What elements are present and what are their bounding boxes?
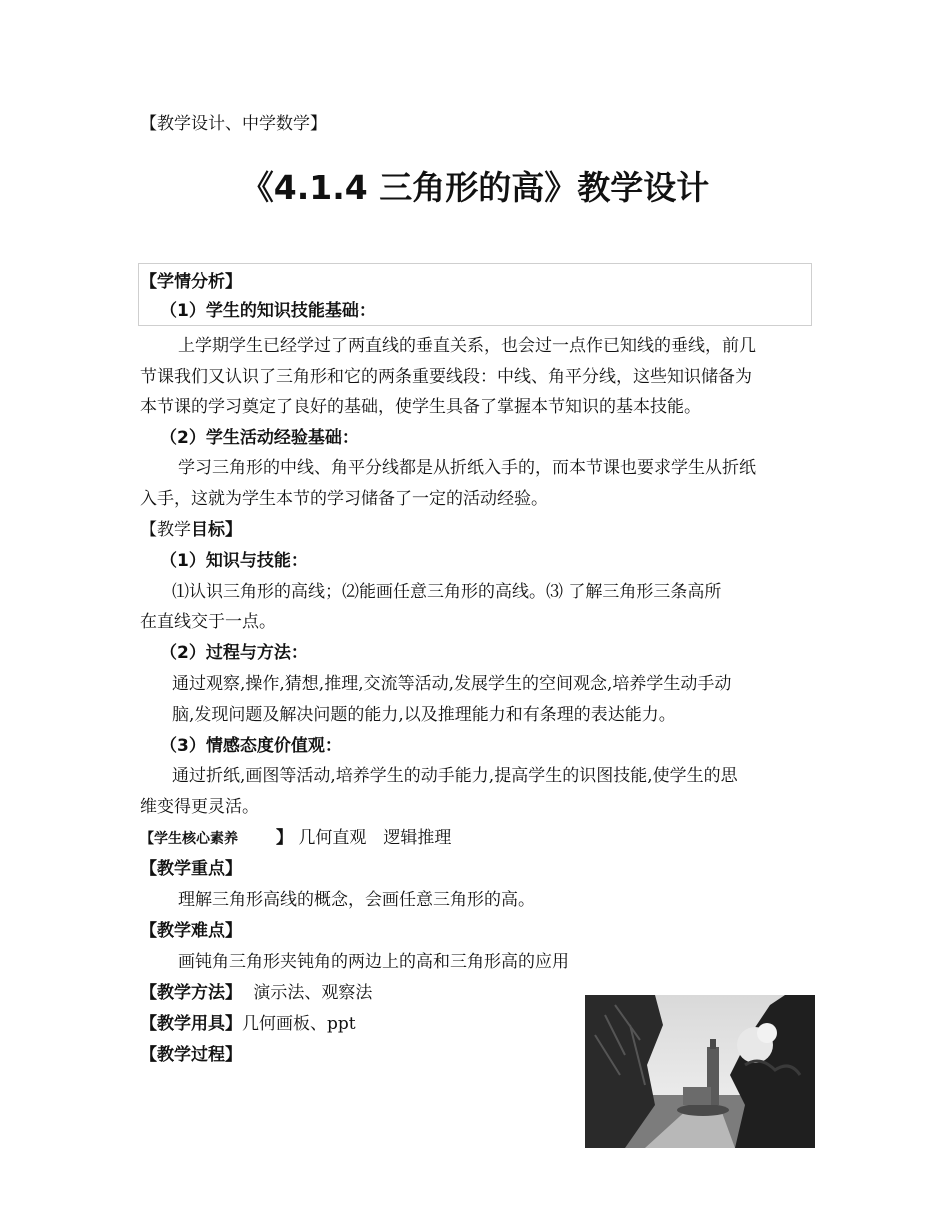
paragraph-line: 通过折纸,画图等活动,培养学生的动手能力,提高学生的识图技能,使学生的思 <box>172 766 738 786</box>
literacy-row <box>140 827 451 850</box>
paragraph-line: 脑,发现问题及解决问题的能力,以及推理能力和有条理的表达能力。 <box>172 705 676 725</box>
literacy-label-close: 】 <box>276 828 293 848</box>
literacy-label: 【学生核心素养 <box>140 831 238 847</box>
header-tag: 【教学设计、中学数学】 <box>140 114 327 134</box>
paragraph-line: 本节课的学习奠定了良好的基础，使学生具备了掌握本节知识的基本技能。 <box>140 397 701 417</box>
key-points-heading: 【教学重点】 <box>140 859 242 879</box>
paragraph-line: ⑴认识三角形的高线；⑵能画任意三角形的高线。⑶ 了解三角形三条高所 <box>172 582 722 602</box>
key-points-content: 理解三角形高线的概念，会画任意三角形的高。 <box>178 890 535 910</box>
methods-row <box>140 982 372 1004</box>
tools-heading: 【教学用具】 <box>140 1014 242 1034</box>
paragraph-line: 通过观察,操作,猜想,推理,交流等活动,发展学生的空间观念,培养学生动手动 <box>172 674 732 694</box>
paragraph-line: 入手，这就为学生本节的学习储备了一定的活动经验。 <box>140 489 548 509</box>
analysis-s1-heading: （1）学生的知识技能基础： <box>160 301 376 321</box>
goals-heading-bold: 目标】 <box>191 520 242 540</box>
page-title: 《4.1.4 三角形的高》教学设计 <box>240 168 710 207</box>
park-photo <box>585 995 815 1148</box>
process-heading: 【教学过程】 <box>140 1045 242 1065</box>
goals-g3-heading: （3）情感态度价值观： <box>160 736 342 756</box>
goals-heading-prefix: 【教学 <box>140 520 191 540</box>
literacy-content: 几何直观 逻辑推理 <box>298 828 452 848</box>
paragraph-line: 学习三角形的中线、角平分线都是从折纸入手的，而本节课也要求学生从折纸 <box>178 458 756 478</box>
methods-content: 演示法、观察法 <box>253 983 373 1003</box>
tools-row <box>140 1013 356 1035</box>
analysis-heading: 【学情分析】 <box>140 272 242 292</box>
goals-heading <box>140 519 242 541</box>
goals-g1-heading: （1）知识与技能： <box>160 551 308 571</box>
paragraph-line: 节课我们又认识了三角形和它的两条重要线段：中线、角平分线，这些知识储备为 <box>140 367 752 387</box>
goals-g2-heading: （2）过程与方法： <box>160 643 308 663</box>
paragraph-line: 在直线交于一点。 <box>140 612 276 632</box>
difficulties-heading: 【教学难点】 <box>140 921 242 941</box>
analysis-s2-heading: （2）学生活动经验基础： <box>160 428 359 448</box>
tools-content: 几何画板、ppt <box>242 1014 356 1034</box>
paragraph-line: 维变得更灵活。 <box>140 797 259 817</box>
methods-heading: 【教学方法】 <box>140 983 242 1003</box>
paragraph-line: 上学期学生已经学过了两直线的垂直关系，也会过一点作已知线的垂线，前几 <box>178 336 756 356</box>
difficulties-content: 画钝角三角形夹钝角的两边上的高和三角形高的应用 <box>178 952 569 972</box>
